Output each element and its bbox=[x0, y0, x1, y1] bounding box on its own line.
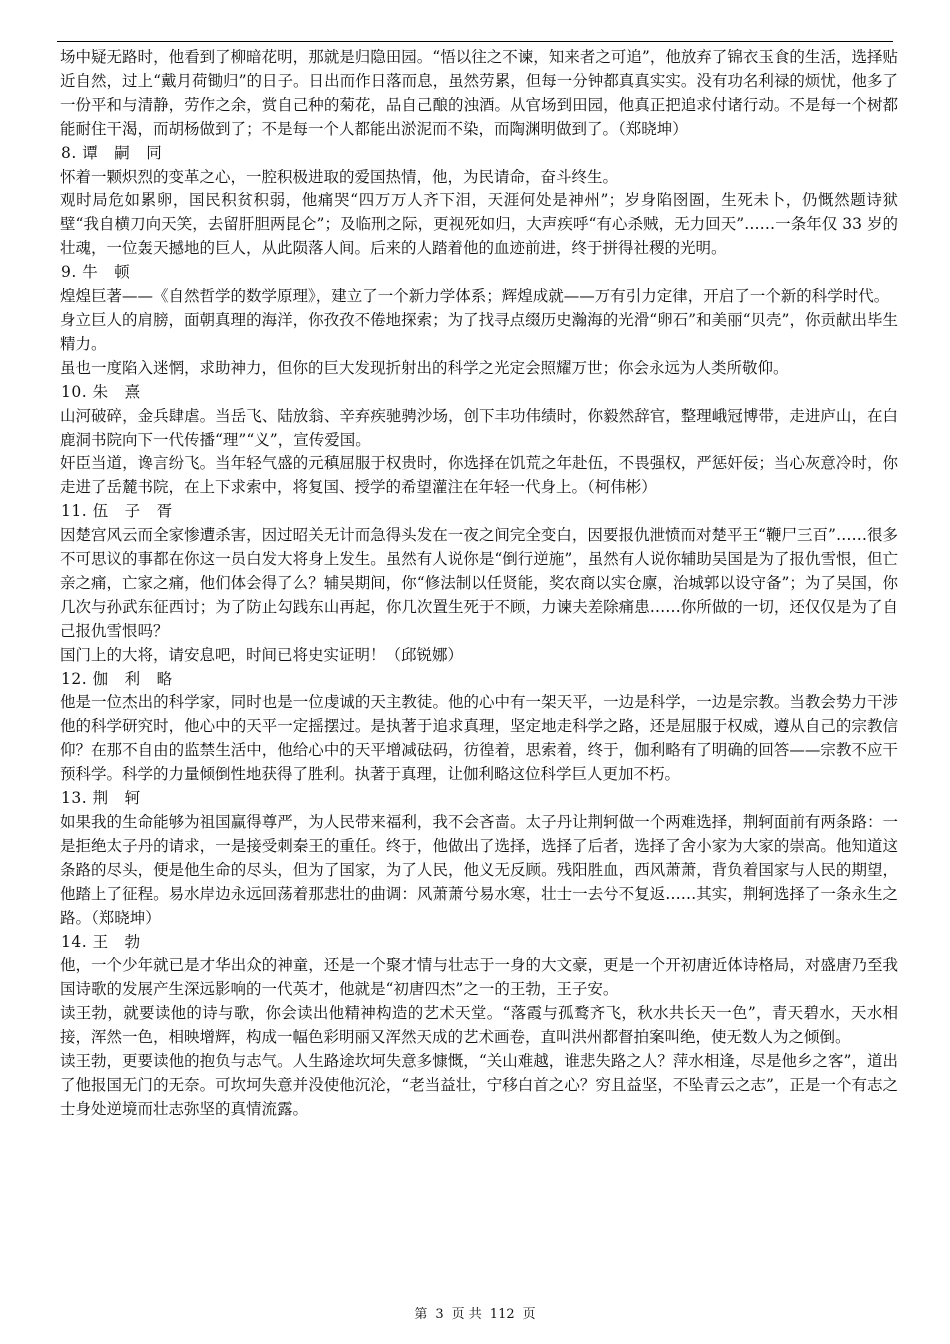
main-content bbox=[60, 46, 898, 1122]
paragraph: 观时局危如累卵，国民积贫积弱，他痛哭“四万万人齐下泪，天涯何处是神州”；岁身陷囹圄，生死未卜，仍慨然题诗狱壁“我自横刀向天笑，去留肝胆两昆仑”；及临刑之际，更视死如归，大声疾呼“有心杀贼，无力回天”……一条年仅 33 岁的壮魂，一位轰天撼地的巨人，从此陨落人间。后来的人踏着他的血迹前进，终于拼得社稷的光明。 bbox=[60, 191, 898, 258]
paragraph: 因楚宫风云而全家惨遭杀害，因过昭关无计而急得头发在一夜之间完全变白，因要报仇泄愤而对楚平王“鞭尸三百”……很多不可思议的事都在你这一员白发大将身上发生。虽然有人说你是“倒行逆施”，虽然有人说你辅助吴国是为了报仇雪恨，但亡亲之痛，亡家之痛，他们体会得了么？辅吴期间，你“修法制以任贤能，奖农商以实仓廪，治城郭以设守备”；为了吴国，你几次与孙武东征西讨；为了防止勾践东山再起，你几次置生死于不顾，力谏夫差除痛患……你所做的一切，还仅仅是为了自己报仇雪恨吗？ bbox=[60, 526, 898, 640]
paragraph: 国门上的大将，请安息吧，时间已将史实证明！（邱锐娜） bbox=[60, 645, 464, 664]
section-heading: 12. 伽 利 略 bbox=[61, 669, 173, 688]
section-heading: 10. 朱 熹 bbox=[61, 382, 141, 401]
paragraph: 怀着一颗炽烈的变革之心，一腔积极进取的爱国热情，他，为民请命，奋斗终生。 bbox=[60, 167, 619, 186]
paragraph: 读王勃，更要读他的抱负与志气。人生路途坎坷失意多慷慨，“关山难越，谁悲失路之人？萍水相逢，尽是他乡之客”，道出了他报国无门的无奈。可坎坷失意并没使他沉沦，“老当益壮，宁移白首之心？穷且益坚，不坠青云之志”，正是一个有志之士身处逆境而壮志弥坚的真情流露。 bbox=[60, 1052, 898, 1118]
section-heading: 14. 王 勃 bbox=[61, 932, 141, 951]
footer-middle: 页 共 bbox=[451, 1307, 482, 1322]
total-pages: 112 bbox=[489, 1307, 515, 1322]
paragraph: 身立巨人的肩膀，面朝真理的海洋，你孜孜不倦地探索；为了找寻点缀历史瀚海的光滑“卵石”和美丽“贝壳”，你贡献出毕生精力。 bbox=[60, 310, 898, 353]
paragraph: 煌煌巨著——《自然哲学的数学原理》，建立了一个新力学体系；辉煌成就——万有引力定律，开启了一个新的科学时代。 bbox=[60, 287, 890, 306]
footer-suffix: 页 bbox=[522, 1307, 536, 1322]
page-footer bbox=[0, 1303, 950, 1322]
paragraph: 虽也一度陷入迷惘，求助神力，但你的巨大发现折射出的科学之光定会照耀万世；你会永远为人类所敬仰。 bbox=[60, 358, 789, 377]
paragraph: 他是一位杰出的科学家，同时也是一位虔诚的天主教徒。他的心中有一架天平，一边是科学，一边是宗教。当教会势力干涉他的科学研究时，他心中的天平一定摇摆过。是执著于追求真理，坚定地走科学之路，还是屈服于权威，遵从自己的宗教信仰？在那不自由的监禁生活中，他给心中的天平增减砝码，彷徨着，思索着，终于，伽利略有了明确的回答——宗教不应干预科学。科学的力量倾倒性地获得了胜利。执著于真理，让伽利略这位科学巨人更加不朽。 bbox=[60, 693, 898, 784]
paragraph: 奸臣当道，谗言纷飞。当年轻气盛的元稹屈服于权贵时，你选择在饥荒之年赴伍，不畏强权，严惩奸佞；当心灰意冷时，你走进了岳麓书院，在上下求索中，将复国、授学的希望灌注在年轻一代身上。（柯伟彬） bbox=[60, 454, 898, 497]
section-heading: 13. 荆 轲 bbox=[61, 789, 141, 808]
paragraph: 读王勃，就要读他的诗与歌，你会读出他精神构造的艺术天堂。“落霞与孤鹜齐飞，秋水共长天一色”，青天碧水，天水相接，浑然一色，相映增辉，构成一幅色彩明丽又浑然天成的艺术画卷，直叫洪州都督拍案叫绝，使无数人为之倾倒。 bbox=[60, 1004, 898, 1047]
paragraph: 山河破碎，金兵肆虐。当岳飞、陆放翁、辛弃疾驰骋沙场，创下丰功伟绩时，你毅然辞官，整理峨冠博带，走进庐山，在白鹿洞书院向下一代传播“理”“义”，宣传爱国。 bbox=[60, 406, 898, 449]
paragraph: 场中疑无路时，他看到了柳暗花明，那就是归隐田园。“悟以往之不谏，知来者之可追”，他放弃了锦衣玉食的生活，选择贴近自然，过上“戴月荷锄归”的日子。日出而作日落而息，虽然劳累，但每一分钟都真真实实。没有功名利禄的烦忧，他多了一份平和与清静，劳作之余，赏自己种的菊花，品自己酿的浊酒。从官场到田园，他真正把追求付诸行动。不是每一个树都能耐住干渴，而胡杨做到了；不是每一个人都能出淤泥而不染，而陶渊明做到了。（郑晓坤） bbox=[60, 48, 898, 138]
section-heading: 8. 谭 嗣 同 bbox=[61, 143, 163, 162]
section-heading: 11. 伍 子 胥 bbox=[61, 502, 173, 521]
section-heading: 9. 牛 顿 bbox=[61, 263, 131, 282]
page-number: 3 bbox=[435, 1307, 444, 1322]
paragraph: 他，一个少年就已是才华出众的神童，还是一个聚才情与壮志于一身的大文豪，更是一个开初唐近体诗格局，对盛唐乃至我国诗歌的发展产生深远影响的一代英才，他就是“初唐四杰”之一的王勃，王子安。 bbox=[60, 956, 898, 999]
footer-prefix: 第 bbox=[414, 1307, 428, 1322]
paragraph: 如果我的生命能够为祖国赢得尊严，为人民带来福利，我不会吝啬。太子丹让荆轲做一个两难选择，荆轲面前有两条路：一是拒绝太子丹的请求，一是接受刺秦王的重任。终于，他做出了选择，选择了后者，选择了舍小家为大家的崇高。他知道这条路的尽头，便是他生命的尽头，但为了国家，为了人民，他义无反顾。残阳胜血，西风萧萧，背负着国家与人民的期望，他踏上了征程。易水岸边永远回荡着那悲壮的曲调：风萧萧兮易水寒，壮士一去兮不复返……其实，荆轲选择了一条永生之路。（郑晓坤） bbox=[60, 813, 898, 927]
header-rule bbox=[57, 41, 893, 42]
